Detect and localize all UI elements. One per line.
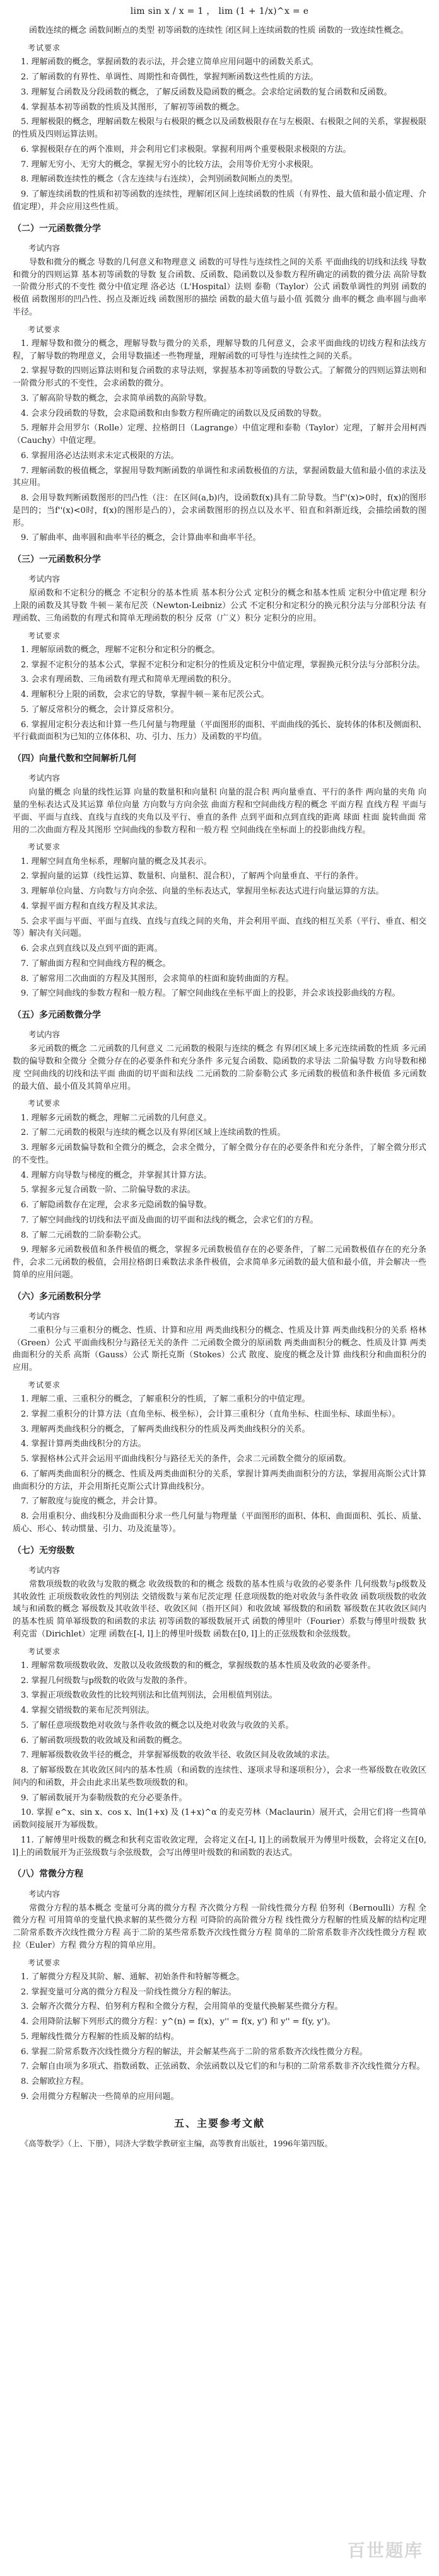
list-item: 8. 理解函数连续性的概念（含左连续与右连续），会判别函数间断点的类型。 <box>21 175 298 185</box>
list-item: 4. 掌握交错级数的莱布尼茨判别法。 <box>21 1706 155 1715</box>
exam-content-label: 考试内容 <box>28 773 61 783</box>
list-item: 5. 理解线性微分方程解的性质及解的结构。 <box>21 2032 179 2042</box>
document-page <box>13 5 426 2152</box>
exam-requirements-label: 考试要求 <box>28 325 61 334</box>
section-content-8: 常微分方程的基本概念 变量可分离的微分方程 齐次微分方程 一阶线性微分方程 伯努利（Bernoulli）方程 全微分方程 可用简单的变量代换求解的某些微分方程 可降阶的高阶微分方程 线性微分方程解的性质及解的结构定理 二阶常系数齐次线性微分方程 高于二阶的某些常系数齐次线性微分方程 简单的二阶常系数非齐次线性微分方程 欧拉（Euler）方程 微分方程的简单应用。 <box>13 1903 426 1950</box>
exam-requirements-label: 考试要求 <box>28 1958 61 1967</box>
section-title-5: （五）多元函数微分学 <box>13 1010 101 1020</box>
list-item: 3. 掌握正项级数收敛性的比较判别法和比值判别法，会用根值判别法。 <box>21 1691 278 1701</box>
exam-content-label: 考试内容 <box>28 1889 61 1899</box>
list-item: 7. 会解自由项为多项式、指数函数、正弦函数、余弦函数以及它们的和与积的二阶常系数非齐次线性微分方程。 <box>21 2062 425 2072</box>
section-list-5 <box>13 1112 426 1282</box>
exam-content-label: 考试内容 <box>28 574 61 584</box>
list-item: 3. 理解多元函数偏导数和全微分的概念，会求全微分，了解全微分存在的必要条件和充分条件，了解全微分形式的不变性。 <box>13 1143 426 1165</box>
exam-requirements-label: 考试要求 <box>28 631 61 640</box>
list-item: 6. 掌握二阶常系数齐次线性微分方程的解法，并会解某些高于二阶的常系数齐次线性微分方程。 <box>21 2047 368 2057</box>
list-item: 7. 理解函数的极值概念，掌握用导数判断函数的单调性和求函数极值的方法，掌握函数最大值和最小值的求法及其应用。 <box>13 466 426 488</box>
list-item: 3. 会解齐次微分方程、伯努利方程和全微分方程，会用简单的变量代换解某些微分方程。 <box>21 2002 343 2012</box>
list-item: 5. 会求平面与平面、平面与直线、直线与直线之间的夹角，并会利用平面、直线的相互关系（平行、垂直、相交等）解决有关问题。 <box>13 916 426 939</box>
list-item: 1. 理解函数的概念，掌握函数的表示法，并会建立简单应用问题中的函数关系式。 <box>21 57 319 67</box>
block1-list <box>13 56 426 213</box>
exam-requirements-label: 考试要求 <box>28 1647 61 1656</box>
list-item: 4. 理解方向导数与梯度的概念，并掌握其计算方法。 <box>21 1170 212 1180</box>
list-item: 6. 了解函数项级数的收敛域及和函数的概念。 <box>21 1735 187 1745</box>
list-item: 2. 掌握几何级数与p级数的收敛与发散的条件。 <box>21 1676 192 1686</box>
list-item: 3. 了解高阶导数的概念，会求简单函数的高阶导数。 <box>21 393 212 403</box>
list-item: 2. 掌握向量的运算（线性运算、数量积、向量积、混合积），了解两个向量垂直、平行的条件。 <box>21 871 364 882</box>
section-list-3 <box>13 644 426 744</box>
section-content-5: 多元函数的概念 二元函数的几何意义 二元函数的极限与连续的概念 有界闭区域上多元连续函数的性质 多元函数的偏导数和全微分 全微分存在的必要条件和充分条件 多元复合函数、隐函数的求导法 二阶偏导数 方向导数和梯度 空间曲线的切线和法平面 曲面的切平面和法线 二元函数的二阶泰勒公式 多元函数的极值和条件极值 多元函数的最大值、最小值及其简单应用。 <box>13 1044 426 1091</box>
list-item: 1. 理解多元函数的概念，理解二元函数的几何意义。 <box>21 1113 212 1123</box>
section-list-8 <box>13 1971 426 2103</box>
list-item: 5. 掌握格林公式并会运用平面曲线积分与路径无关的条件，会求二元函数全微分的原函数。 <box>21 1454 351 1464</box>
section-title-3: （三）一元函数积分学 <box>13 555 101 565</box>
list-item: 2. 掌握导数的四则运算法则和复合函数的求导法则，掌握基本初等函数的导数公式。了解微分的四则运算法则和一阶微分形式的不变性，会求函数的微分。 <box>13 366 426 388</box>
list-item: 1. 理解原函数的概念，理解不定积分和定积分的概念。 <box>21 645 220 655</box>
section-content-2: 导数和微分的概念 导数的几何意义和物理意义 函数的可导性与连续性之间的关系 平面曲线的切线和法线 导数和微分的四则运算 基本初等函数的导数 复合函数、反函数、隐函数以及参数方程所确定的函数的微分法 高阶导数 一阶微分形式的不变性 微分中值定理 洛必达（L'Hospital）法则 泰勒（Taylor）公式 函数单调性的判别 函数的极值 函数图形的凹凸性、拐点及渐近线 函数图形的描绘 函数的最大值与最小值 弧微分 曲率的概念 曲率圆与曲率半径。 <box>13 257 426 317</box>
list-item: 6. 掌握用洛必达法则求未定式极限的方法。 <box>21 451 179 461</box>
list-item: 10. 掌握 e^x、sin x、cos x、ln(1+x) 及 (1+x)^α 的麦克劳林（Maclaurin）展开式，会用它们将一些简单函数间接展开为幂级数。 <box>13 1808 426 1830</box>
section-list-2 <box>13 338 426 544</box>
section-title-7: （七）无穷级数 <box>13 1545 74 1556</box>
list-item: 2. 掌握二重积分的计算方法（直角坐标、极坐标），会计算三重积分（直角坐标、柱面坐标、球面坐标）。 <box>21 1409 401 1419</box>
list-item: 2. 了解函数的有界性、单调性、周期性和奇偶性，掌握判断函数这些性质的方法。 <box>21 72 319 82</box>
list-item: 6. 掌握极限存在的两个准则，并会利用它们求极限。掌握利用两个重要极限求极限的方法。 <box>21 144 351 154</box>
list-item: 9. 了解曲率、曲率圆和曲率半径的概念，会计算曲率和曲率半径。 <box>21 533 261 543</box>
section-title-2: （二）一元函数微分学 <box>13 223 101 234</box>
exam-content-label: 考试内容 <box>28 1565 61 1575</box>
section-content-3: 原函数和不定积分的概念 不定积分的基本性质 基本积分公式 定积分的概念和基本性质 定积分中值定理 积分上限的函数及其导数 牛顿－莱布尼茨（Newton-Leibniz）公式 不定积分和定积分的换元积分法与分部积分法 有理函数、三角函数的有理式和简单无理函数的积分 反常（广义）积分 定积分的应用。 <box>13 589 426 623</box>
list-item: 3. 理解单位向量、方向数与方向余弦、向量的坐标表达式，掌握用坐标表达式进行向量运算的方法。 <box>21 887 384 896</box>
list-item: 4. 掌握基本初等函数的性质及其图形，了解初等函数的概念。 <box>21 102 245 112</box>
list-item: 7. 了解空间曲线的切线和法平面及曲面的切平面和法线的概念，会求它们的方程。 <box>21 1215 319 1225</box>
list-item: 1. 理解导数和微分的概念，理解导数与微分的关系，理解导数的几何意义，会求平面曲线的切线方程和法线方程，了解导数的物理意义，会用导数描述一些物理量，理解函数的可导性与连续性之间的关系。 <box>13 338 426 361</box>
list-item: 4. 掌握计算两类曲线积分的方法。 <box>21 1439 146 1449</box>
list-item: 6. 会求点到直线以及点到平面的距离。 <box>21 944 163 953</box>
list-item: 1. 了解微分方程及其阶、解、通解、初始条件和特解等概念。 <box>21 1972 245 1982</box>
list-item: 1. 理解二重、三重积分的概念，了解重积分的性质，了解二重积分的中值定理。 <box>21 1394 310 1404</box>
list-item: 6. 了解两类曲面积分的概念、性质及两类曲面积分的关系，掌握计算两类曲面积分的方法，掌握用高斯公式计算曲面积分的方法，并会用斯托克斯公式计算曲线积分。 <box>13 1469 426 1492</box>
list-item: 3. 理解复合函数及分段函数的概念，了解反函数及隐函数的概念。会求给定函数的复合函数和反函数。 <box>21 87 392 97</box>
section-content-4: 向量的概念 向量的线性运算 向量的数量积和向量积 向量的混合积 两向量垂直、平行的条件 两向量的夹角 向量的坐标表达式及其运算 单位向量 方向数与方向余弦 曲面方程和空间曲线方程的概念 平面方程 直线方程 平面与平面、平面与直线、直线与直线的夹角以及平行、垂直的条件 点到平面和点到直线的距离 球面 柱面 旋转曲面 常用的二次曲面方程及其图形 空间曲线的参数方程和一般方程 空间曲线在坐标面上的投影曲线方程。 <box>13 788 426 835</box>
watermark-text: 百世题库 <box>347 2539 423 2561</box>
list-item: 8. 了解常用二次曲面的方程及其图形，会求简单的柱面和旋转曲面的方程。 <box>21 974 294 984</box>
section-title-8: （八）常微分方程 <box>13 1869 83 1880</box>
list-item: 8. 会用导数判断函数图形的凹凸性（注：在区间(a,b)内，设函数f(x)具有二阶导数。当f''(x)>0时，f(x)的图形是凹的；当f''(x)<0时，f(x)的图形是凸的），会求函数图形的拐点以及水平、铅直和斜渐近线，会描绘函数的图形。 <box>13 493 426 528</box>
list-item: 5. 理解极限的概念，理解函数左极限与右极限的概念以及函数极限存在与左极限、右极限之间的关系，掌握极限的性质及四则运算法则。 <box>13 117 426 139</box>
section-title-4: （四）向量代数和空间解析几何 <box>13 754 136 764</box>
exam-content-label: 考试内容 <box>28 1030 61 1040</box>
list-item: 2. 掌握变量可分离的微分方程及一阶线性微分方程的解法。 <box>21 1987 237 1997</box>
list-item: 5. 了解任意项级数绝对收敛与条件收敛的概念以及绝对收敛与收敛的关系。 <box>21 1720 294 1730</box>
list-item: 3. 会求有理函数、三角函数有理式和简单无理函数的积分。 <box>21 675 237 685</box>
list-item: 6. 掌握用定积分表达和计算一些几何量与物理量（平面图形的面积、平面曲线的弧长、旋转体的体积及侧面积、平行截面面积为已知的立体体积、功、引力、压力）及函数的平均值。 <box>13 720 426 742</box>
list-item: 4. 掌握平面方程和直线方程及其求法。 <box>21 901 163 911</box>
list-item: 7. 了解散度与旋度的概念，并会计算。 <box>21 1497 163 1507</box>
exam-requirements-label: 考试要求 <box>28 1099 61 1108</box>
exam-content-label: 考试内容 <box>28 243 61 253</box>
list-item: 1. 理解空间直角坐标系，理解向量的概念及其表示。 <box>21 856 212 866</box>
list-item: 5. 了解反常积分的概念，会计算反常积分。 <box>21 704 179 715</box>
list-item: 11. 了解傅里叶级数的概念和狄利克雷收敛定理，会将定义在[-l, l]上的函数展开为傅里叶级数，会将定义在[0, l]上的函数展开为正弦级数与余弦级数，会写出傅里叶级数的和函数的表达式。 <box>13 1835 426 1858</box>
list-item: 9. 了解连续函数的性质和初等函数的连续性，理解闭区间上连续函数的性质（有界性、最大值和最小值定理、介值定理），并会应用这些性质。 <box>13 190 426 212</box>
section-list-6 <box>13 1393 426 1536</box>
list-item: 7. 理解幂级数收敛半径的概念，并掌握幂级数的收敛半径、收敛区间及收敛域的求法。 <box>21 1751 335 1761</box>
list-item: 9. 会用微分方程解决一些简单的应用问题。 <box>21 2091 179 2102</box>
section-title-6: （六）多元函数积分学 <box>13 1291 101 1302</box>
exam-requirements-label: 考试要求 <box>28 842 61 852</box>
list-item: 8. 了解二元函数的二阶泰勒公式。 <box>21 1230 146 1240</box>
list-item: 7. 了解曲面方程和空间曲线方程的概念。 <box>21 958 171 969</box>
exam-requirements-label: 考试要求 <box>28 1380 61 1389</box>
references-title: 五、主要参考文献 <box>173 2117 265 2129</box>
section-content-6: 二重积分与三重积分的概念、性质、计算和应用 两类曲线积分的概念、性质及计算 两类曲线积分的关系 格林（Green）公式 平面曲线积分与路径无关的条件 二元函数全微分的原函数 两类曲面积分的概念、性质及计算 两类曲面积分的关系 高斯（Gauss）公式 斯托克斯（Stokes）公式 散度、旋度的概念及计算 曲线积分和曲面积分的应用。 <box>13 1325 426 1373</box>
list-item: 2. 了解二元函数的极限与连续的概念以及有界闭区域上连续函数的性质。 <box>21 1128 286 1138</box>
list-item: 5. 掌握多元复合函数一阶、二阶偏导数的求法。 <box>21 1185 196 1195</box>
list-item: 1. 理解常数项级数收敛、发散以及收敛级数的和的概念，掌握级数的基本性质及收敛的必要条件。 <box>21 1660 376 1670</box>
list-item: 9. 了解空间曲线的参数方程和一般方程。了解空间曲线在坐标平面上的投影，并会求该投影曲线的方程。 <box>21 989 401 999</box>
list-item: 8. 会用重积分、曲线积分及曲面积分求一些几何量与物理量（平面图形的面积、体积、曲面面积、弧长、质量、质心、形心、转动惯量、引力、功及流量等）。 <box>13 1512 426 1534</box>
limit-formula: lim sin x / x = 1 ， lim (1 + 1/x)^x = e <box>130 6 309 16</box>
references-list <box>13 2137 426 2149</box>
list-item: 9. 了解函数展开为泰勒级数的充分必要条件。 <box>21 1793 187 1803</box>
list-item: 6. 了解隐函数存在定理，会求多元隐函数的偏导数。 <box>21 1200 212 1210</box>
list-item: 《高等数学》（上、下册），同济大学数学教研室主编，高等教育出版社，1996年第四版。 <box>20 2138 332 2148</box>
exam-content-label: 考试内容 <box>28 1311 61 1321</box>
list-item: 8. 了解幂级数在其收敛区间内的基本性质（和函数的连续性、逐项求导和逐项积分），会求一些幂级数在收敛区间内的和函数，并会由此求出某些数项级数的和。 <box>13 1766 426 1788</box>
list-item: 8. 会解欧拉方程。 <box>21 2077 89 2086</box>
list-item: 4. 会用降阶法解下列形式的微分方程：y^(n) = f(x)，y'' = f(x, y') 和 y'' = f(y, y')。 <box>21 2017 336 2027</box>
section-list-4 <box>13 856 426 1001</box>
list-item: 2. 掌握不定积分的基本公式，掌握不定积分和定积分的性质及定积分中值定理，掌握换元积分法与分部积分法。 <box>21 660 425 670</box>
list-item: 3. 理解两类曲线积分的概念，了解两类曲线积分的性质及两类曲线积分的关系。 <box>21 1424 310 1434</box>
list-item: 4. 会求分段函数的导数，会求隐函数和由参数方程所确定的函数以及反函数的导数。 <box>21 408 327 418</box>
list-item: 7. 理解无穷小、无穷大的概念，掌握无穷小的比较方法，会用等价无穷小求极限。 <box>21 159 319 170</box>
exam-requirements-label: 考试要求 <box>28 43 61 53</box>
list-item: 9. 理解多元函数极值和条件极值的概念，掌握多元函数极值存在的必要条件，了解二元函数极值存在的充分条件，会求二元函数的极值，会用拉格朗日乘数法求条件极值，会求简单多元函数的最大值和最小值，并会解决一些简单的应用问题。 <box>13 1245 426 1280</box>
watermark-logo <box>338 2532 433 2570</box>
section-list-7 <box>13 1660 426 1860</box>
list-item: 5. 理解并会用罗尔（Rolle）定理、拉格朗日（Lagrange）中值定理和泰勒（Taylor）定理，了解并会用柯西（Cauchy）中值定理。 <box>13 423 426 446</box>
calculus-intro: 函数连续的概念 函数间断点的类型 初等函数的连续性 闭区间上连续函数的性质 函数的一致连续性概念。 <box>29 26 409 36</box>
list-item: 4. 理解积分上限的函数，会求它的导数，掌握牛顿－莱布尼茨公式。 <box>21 690 269 699</box>
section-content-7: 常数项级数的收敛与发散的概念 收敛级数的和的概念 级数的基本性质与收敛的必要条件 几何级数与p级数及其收敛性 正项级数收敛性的判别法 交错级数与莱布尼茨定理 任意项级数的绝对收敛与条件收敛 函数项级数的收敛域与和函数的概念 幂级数及其收敛半径、收敛区间（指开区间）和收敛域 幂级数的和函数 幂级数在其收敛区间内的基本性质 简单幂级数的和函数的求法 初等函数的幂级数展开式 函数的傅里叶（Fourier）系数与傅里叶级数 狄利克雷（Dirichlet）定理 函数在[-l, l]上的傅里叶级数 函数在[0, l]上的正弦级数和余弦级数。 <box>13 1579 426 1639</box>
